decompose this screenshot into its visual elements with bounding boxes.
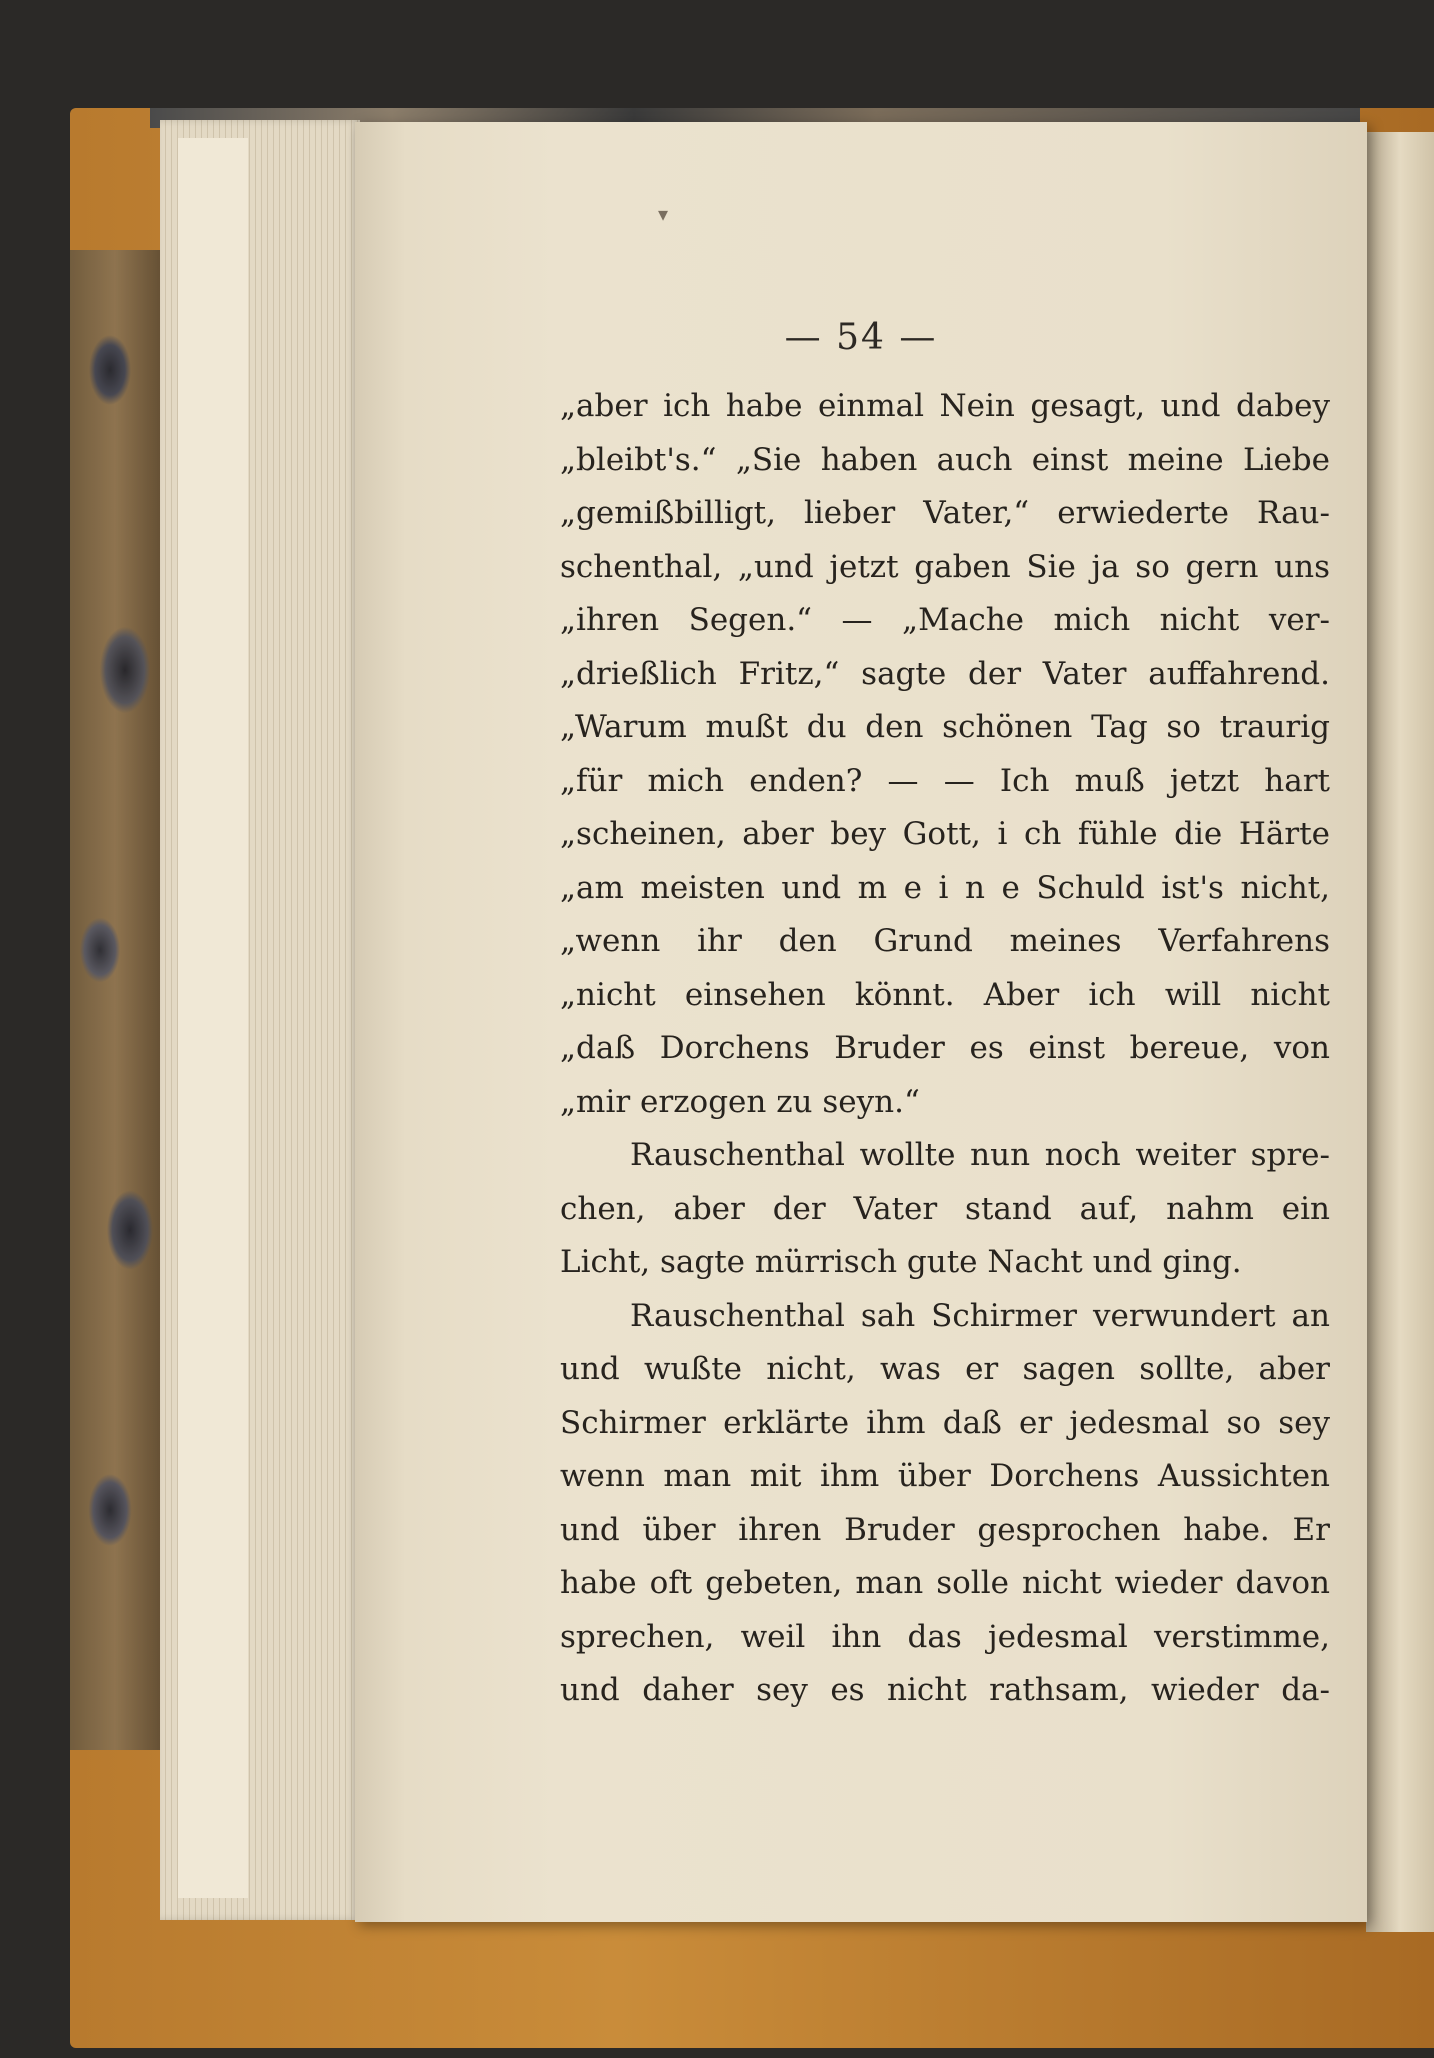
text-line: Schirmer erklärte ihm daß er jedesmal so sey — [560, 1404, 1330, 1441]
text-line: sprechen, weil ihn das jedesmal verstimme, — [560, 1618, 1330, 1655]
marbled-edge — [70, 250, 160, 1750]
text-line: schenthal, „und jetzt gaben Sie ja so gern uns — [560, 548, 1330, 585]
text-line: „für mich enden? — — Ich muß jetzt hart — [560, 762, 1330, 799]
body-text — [560, 380, 1330, 1718]
text-line: „nicht einsehen könnt. Aber ich will nicht — [560, 976, 1330, 1013]
text-line: und daher sey es nicht rathsam, wieder da- — [560, 1672, 1330, 1708]
text-line: „drießlich Fritz,“ sagte der Vater auffahrend. — [560, 655, 1330, 692]
text-line: „mir erzogen zu seyn.“ — [560, 1083, 920, 1120]
text-line: „ihren Segen.“ — „Mache mich nicht ver- — [560, 602, 1330, 638]
page-edge-highlight — [178, 138, 248, 1898]
ink-mark: ▾ — [658, 202, 669, 226]
text-line: „am meisten und m e i n e Schuld ist's nicht, — [560, 869, 1330, 906]
page-edges — [160, 120, 360, 1920]
text-line: habe oft gebeten, man solle nicht wieder davon — [560, 1565, 1330, 1601]
text-line: Rauschenthal sah Schirmer verwundert an — [630, 1297, 1330, 1334]
page-number: — 54 — — [784, 317, 938, 358]
text-line: Rauschenthal wollte nun noch weiter spre- — [630, 1137, 1330, 1173]
text-line: und wußte nicht, was er sagen sollte, aber — [560, 1351, 1330, 1387]
text-line: chen, aber der Vater stand auf, nahm ein — [560, 1190, 1330, 1227]
text-line: „wenn ihr den Grund meines Verfahrens — [560, 923, 1330, 959]
text-line: und über ihren Bruder gesprochen habe. Er — [560, 1511, 1330, 1548]
text-line: Licht, sagte mürrisch gute Nacht und ging. — [560, 1244, 1242, 1280]
facing-page-edge — [1366, 132, 1434, 1932]
text-line: „bleibt's.“ „Sie haben auch einst meine Liebe — [560, 441, 1330, 478]
text-line: wenn man mit ihm über Dorchens Aussichten — [560, 1458, 1330, 1494]
text-line: „Warum mußt du den schönen Tag so traurig — [560, 709, 1330, 745]
text-line: „daß Dorchens Bruder es einst bereue, von — [560, 1030, 1330, 1066]
book-page — [355, 122, 1367, 1922]
text-line: „scheinen, aber bey Gott, i ch fühle die Härte — [560, 816, 1330, 852]
text-line: „gemißbilligt, lieber Vater,“ erwiederte Rau- — [560, 495, 1330, 531]
text-line: „aber ich habe einmal Nein gesagt, und dabey — [560, 388, 1330, 424]
